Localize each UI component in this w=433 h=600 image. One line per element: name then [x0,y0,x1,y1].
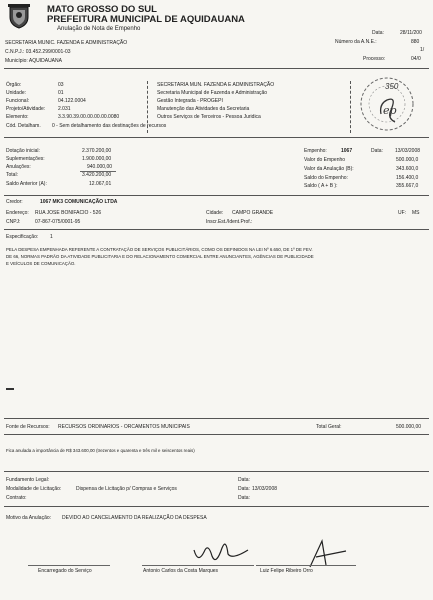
especificacao-line-3: E VEÍCULOS DE COMUNICAÇÃO. [6,261,76,266]
orgao-code: 03 [58,82,64,88]
signature-label-3: Luiz Felipe Ribeiro Orro [260,568,313,574]
document-title: Anulação de Nota de Empenho [57,26,141,32]
suplementacoes-value: 1.900.000,00 [82,156,112,162]
anulada-text: Fica anulada a importância de R$ 343.600,00 (trezentos e quarenta e três mil e seiscentos reais) [6,448,195,453]
stamp-initials: ep [383,104,397,117]
empenho-label: Empenho: [304,148,327,154]
state-name: MATO GROSSO DO SUL [47,4,157,15]
fundamento-label: Fundamento Legal: [6,477,50,483]
saldo-empenho-value: 156.400,0 [396,175,419,181]
elemento-desc: Outros Serviços de Terceiros - Pessoa Juridica [157,114,261,120]
fonte-value: RECURSOS ORDINARIOS - ORCAMENTOS MUNICIPAIS [58,424,190,430]
suplementacoes-label: Suplementações: [6,156,45,162]
divider-8 [4,506,429,507]
orgao-label: Órgão: [6,82,22,88]
department: SECRETARIA MUNIC. FAZENDA E ADMINISTRAÇÃO [5,40,128,46]
empenho-date: 13/03/2008 [395,148,421,154]
inscricao-label: Inscr.Est./Ident.Prof.: [206,219,253,225]
cidade-label: Cidade: [206,210,224,216]
signature-scribble-1 [188,530,258,570]
dashed-separator-right [350,81,351,133]
cnpj-label-credor: CNPJ: [6,219,21,225]
saldo-ab-label: Saldo ( A + B ): [304,183,338,189]
divider-5 [4,418,429,419]
date-label: Data: [372,30,384,36]
anulacoes-value: 940.000,00 [87,164,113,170]
modalidade-data-label: Data: [238,486,250,492]
cnpj-line: C.N.P.J.: 03.452.299/0001-03 [5,49,71,55]
valor-anulacao-value: 343.600,0 [396,166,419,172]
divider-6 [4,434,429,435]
signature-line-1 [28,565,110,566]
projeto-desc: Manutenção das Atividades da Secretaria [157,106,250,112]
elemento-label: Elemento: [6,114,29,120]
saldo-ab-value: 355.667,0 [396,183,419,189]
motivo-label: Motivo da Anulação: [6,515,52,521]
protocol-stamp [357,74,417,134]
cidade-value: CAMPO GRANDE [232,210,274,216]
divider-3 [4,195,429,196]
folha-value: 1/ [420,47,425,53]
processo-value: 04/0 [411,56,421,62]
signature-line-2 [142,565,254,566]
anulacoes-label: Anulações: [6,164,31,170]
signature-label-2: Antonio Carlos da Costa Marques [143,568,219,574]
unidade-desc: Secretaria Municipal de Fazenda e Administração [157,90,268,96]
fonte-label: Fonte de Recursos: [6,424,50,430]
especificacao-line-2: DE 66, NORMAS PADRÃO DA ATIVIDADE PUBLICITARIA E DO RELACIONAMENTO COMERCIAL ENTRE ANUNCIANTES, AGÊNCIAS DE PUBLICIDADE [6,254,314,259]
divider-1 [4,68,429,69]
coat-of-arms-logo [6,4,32,29]
uf-value: MS [412,210,420,216]
ane-label: Número da A.N.E.: [335,39,377,45]
divider-2 [4,137,429,138]
cnpj-value-credor: 07-867-075/0001-95 [35,219,81,225]
municipio-line: Município: AQUIDAUANA [5,58,62,64]
endereco-label: Endereço: [6,210,29,216]
orgao-desc: SECRETARIA MUN. FAZENDA E ADMINISTRAÇÃO [157,82,275,88]
detalhamento-label: Cód. Detalham. [6,123,41,129]
total-value: 3.420.200,00 [82,172,112,178]
saldo-empenho-label: Saldo do Empenho: [304,175,348,181]
projeto-label: Projeto/Atividade: [6,106,46,112]
motivo-value: DEVIDO AO CANCELAMENTO DA REALIZAÇÃO DA DESPESA [62,515,207,521]
empenho-date-label: Data: [371,148,383,154]
modalidade-date: 13/03/2008 [252,486,278,492]
processo-label: Processo: [363,56,386,62]
empenho-number: 1067 [341,148,353,154]
total-label: Total: [6,172,18,178]
total-geral-label: Total Geral: [316,424,342,430]
uf-label: UF: [398,210,407,216]
scan-mark [6,388,14,390]
ane-value: 880 [411,39,420,45]
credor-label: Credor: [6,199,23,205]
especificacao-value: 1 [50,234,53,240]
valor-empenho-value: 500.000,0 [396,157,419,163]
dotacao-label: Dotação inicial: [6,148,40,154]
divider-4 [4,229,429,230]
funcional-label: Funcional: [6,98,30,104]
dotacao-value: 2.370.200,00 [82,148,112,154]
saldo-anterior-value: 12.067,01 [89,181,112,187]
projeto-code: 2.031 [58,106,71,112]
signature-label-1: Encarregado do Serviço [38,568,92,574]
unidade-label: Unidade: [6,90,27,96]
especificacao-line-1: PELA DESPESA EMPENHADA REFERENTE A CONTRATAÇÃO DE SERVIÇOS PUBLICITÁRIOS, COMO OS DEFINIDOS NA LEI Nº 6.650, DE 1º DE FEV. [6,247,313,252]
valor-anulacao-label: Valor da Anulação (B): [304,166,354,172]
modalidade-value: Dispensa de Licitação p/ Compras e Serviços [76,486,177,492]
especificacao-label: Especificação: [6,234,39,240]
divider-7 [4,471,429,472]
detalhamento-value: 0 - Sem detalhamento das destinações de recursos [52,123,167,129]
total-geral-value: 500.000,00 [396,424,422,430]
stamp-number: 350 [385,82,399,91]
credor-name: 1067 MK3 COMUNICAÇÃO LTDA [40,199,118,205]
valor-empenho-label: Valor do Empenho [304,157,346,163]
contrato-label: Contrato: [6,495,27,501]
municipality-name: PREFEITURA MUNICIPAL DE AQUIDAUANA [47,14,245,25]
funcional-desc: Gestão Integrada - PROGEPI [157,98,223,104]
saldo-anterior-label: Saldo Anterior (A): [6,181,47,187]
elemento-code: 3.3.90.39.00.00.00.00.0080 [58,114,120,120]
dashed-separator-left [147,81,148,133]
fundamento-data-label: Data: [238,477,250,483]
modalidade-label: Modalidade de Licitação: [6,486,62,492]
funcional-code: 04.122.0004 [58,98,86,104]
endereco-value: RUA JOSE BONIFACIO - 526 [35,210,102,216]
contrato-data-label: Data: [238,495,250,501]
unidade-code: 01 [58,90,64,96]
signature-line-3 [256,565,356,566]
date-value: 28/11/200 [400,30,422,36]
